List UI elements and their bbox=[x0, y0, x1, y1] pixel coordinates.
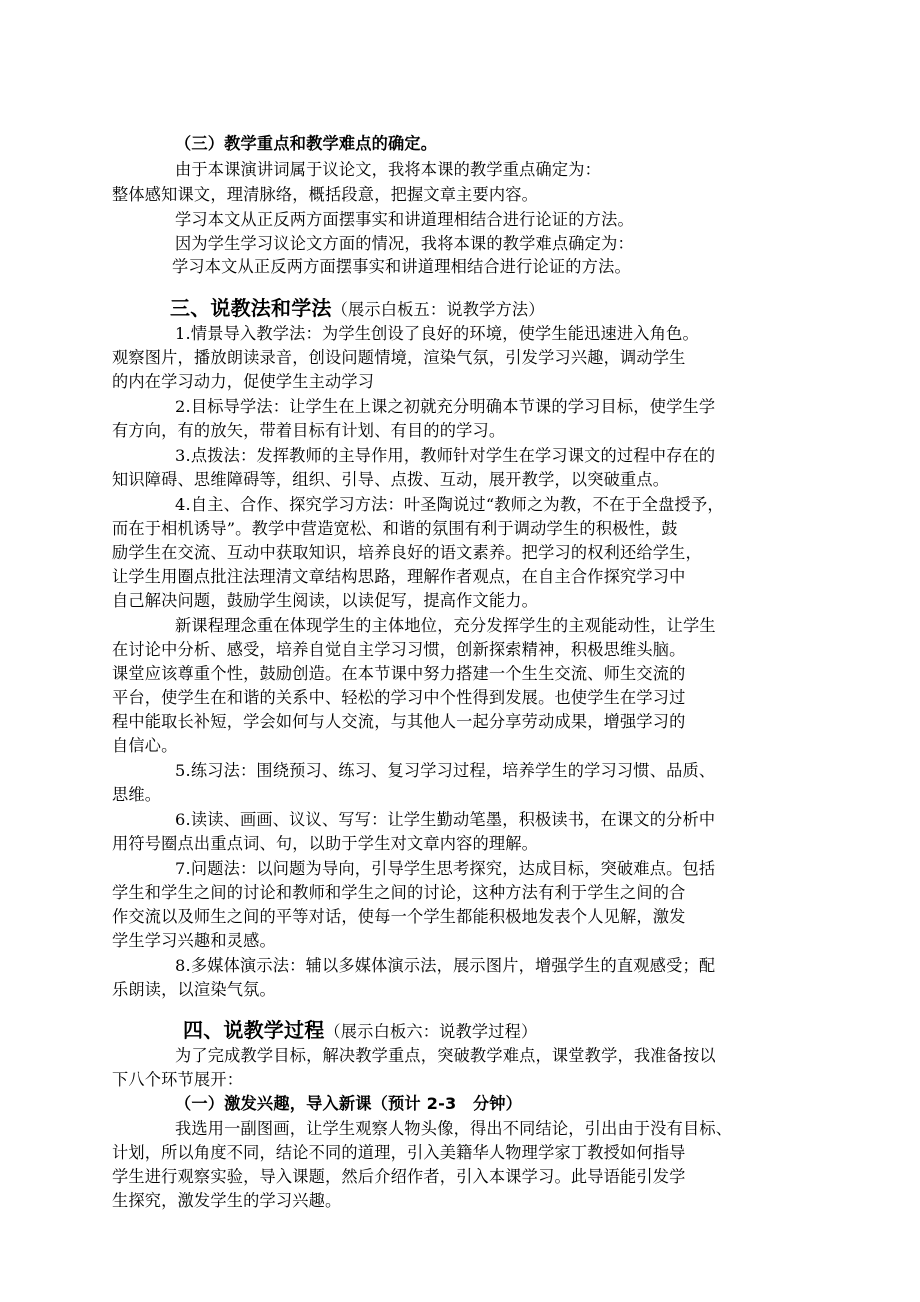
paragraph-line: 用符号圈点出重点词、句，以助于学生对文章内容的理解。 bbox=[112, 834, 539, 853]
heading-note: （展示白板六：说教学过程） bbox=[324, 1022, 538, 1041]
paragraph-line: 乐朗读，以渲染气氛。 bbox=[112, 980, 276, 999]
paragraph-line: 5.练习法：围绕预习、练习、复习学习过程，培养学生的学习习惯、品质、 bbox=[175, 761, 716, 780]
paragraph-line: 8.多媒体演示法：辅以多媒体演示法，展示图片，增强学生的直观感受；配 bbox=[175, 956, 716, 975]
paragraph-line: 学生学习兴趣和灵感。 bbox=[112, 931, 276, 950]
section-heading-teaching-process bbox=[183, 1019, 537, 1043]
paragraph-line: 4.自主、合作、探究学习方法：叶圣陶说过“教师之为教，不在于全盘授予， bbox=[175, 495, 724, 514]
paragraph-line: 1.情景导入教学法：为学生创设了良好的环境，使学生能迅速进入角色。 bbox=[175, 324, 699, 343]
paragraph-line: 思维。 bbox=[112, 785, 162, 804]
paragraph-line: 有方向，有的放矢，带着目标有计划、有目的的学习。 bbox=[112, 421, 506, 440]
paragraph-line: 7.问题法：以问题为导向，引导学生思考探究，达成目标，突破难点。包括 bbox=[175, 859, 716, 878]
paragraph-line: 新课程理念重在体现学生的主体地位，充分发挥学生的主观能动性，让学生 bbox=[175, 616, 716, 635]
paragraph-line: 计划，所以角度不同，结论不同的道理，引入美籍华人物理学家丁教授如何指导 bbox=[112, 1143, 686, 1162]
paragraph-line: 生探究，激发学生的学习兴趣。 bbox=[112, 1191, 342, 1210]
paragraph-line: 励学生在交流、互动中获取知识，培养良好的语文素养。把学习的权利还给学生， bbox=[112, 543, 702, 562]
paragraph-line: 3.点拨法：发挥教师的主导作用，教师针对学生在学习课文的过程中存在的 bbox=[175, 446, 716, 465]
paragraph-line: 观察图片，播放朗读录音，创设问题情境，渲染气氛，引发学习兴趣，调动学生 bbox=[112, 348, 686, 367]
section-heading-teaching-methods bbox=[170, 297, 545, 321]
subheading-introduction: （一）激发兴趣，导入新课（预计 2-3 分钟） bbox=[175, 1094, 523, 1113]
paragraph-line: 学习本文从正反两方面摆事实和讲道理相结合进行论证的方法。 bbox=[175, 210, 634, 229]
paragraph-line: 作交流以及师生之间的平等对话，使每一个学生都能积极地发表个人见解，激发 bbox=[112, 907, 686, 926]
heading-title: 三、说教法和学法 bbox=[170, 296, 332, 320]
paragraph-line: 整体感知课文，理清脉络，概括段意，把握文章主要内容。 bbox=[112, 185, 539, 204]
heading-note: （展示白板五：说教学方法） bbox=[331, 300, 545, 319]
paragraph-line: 而在于相机诱导”。教学中营造宽松、和谐的氛围有利于调动学生的积极性，鼓 bbox=[112, 519, 678, 538]
paragraph-line: 知识障碍、思维障碍等，组织、引导、点拨、互动，展开教学，以突破重点。 bbox=[112, 470, 670, 489]
paragraph-line: 让学生用圈点批注法理清文章结构思路，理解作者观点，在自主合作探究学习中 bbox=[112, 567, 686, 586]
paragraph-line: 6.读读、画画、议议、写写：让学生勤动笔墨，积极读书，在课文的分析中 bbox=[175, 810, 716, 829]
paragraph-line: 2.目标导学法：让学生在上课之初就充分明确本节课的学习目标，使学生学 bbox=[175, 397, 716, 416]
paragraph-line: 的内在学习动力，促使学生主动学习 bbox=[112, 372, 375, 391]
paragraph-line: 学生进行观察实验，导入课题，然后介绍作者，引入本课学习。此导语能引发学 bbox=[112, 1167, 686, 1186]
paragraph-line: 自己解决问题，鼓励学生阅读，以读促写，提高作文能力。 bbox=[112, 591, 539, 610]
subheading-key-points: （三）教学重点和教学难点的确定。 bbox=[175, 134, 438, 153]
paragraph-line: 在讨论中分析、感受，培养自觉自主学习习惯，创新探索精神，积极思维头脑。 bbox=[112, 640, 686, 659]
heading-title: 四、说教学过程 bbox=[183, 1018, 325, 1042]
paragraph-line: 课堂应该尊重个性，鼓励创造。在本节课中努力搭建一个生生交流、师生交流的 bbox=[112, 664, 686, 683]
paragraph-line: 因为学生学习议论文方面的情况，我将本课的教学难点确定为： bbox=[175, 234, 634, 253]
paragraph-line: 学生和学生之间的讨论和教师和学生之间的讨论，这种方法有利于学生之间的合 bbox=[112, 883, 686, 902]
paragraph-line: 由于本课演讲词属于议论文，我将本课的教学重点确定为： bbox=[175, 160, 602, 179]
paragraph-line: 程中能取长补短，学会如何与人交流，与其他人一起分享劳动成果，增强学习的 bbox=[112, 712, 686, 731]
paragraph-line: 我选用一副图画，让学生观察人物头像，得出不同结论，引出由于没有目标、 bbox=[175, 1119, 733, 1138]
paragraph-line: 下八个环节展开： bbox=[112, 1070, 244, 1089]
paragraph-line: 学习本文从正反两方面摆事实和讲道理相结合进行论证的方法。 bbox=[172, 257, 631, 276]
paragraph-line: 平台，使学生在和谐的关系中、轻松的学习中个性得到发展。也使学生在学习过 bbox=[112, 688, 686, 707]
paragraph-line: 自信心。 bbox=[112, 736, 178, 755]
paragraph-line: 为了完成教学目标，解决教学重点，突破教学难点，课堂教学，我准备按以 bbox=[175, 1046, 716, 1065]
